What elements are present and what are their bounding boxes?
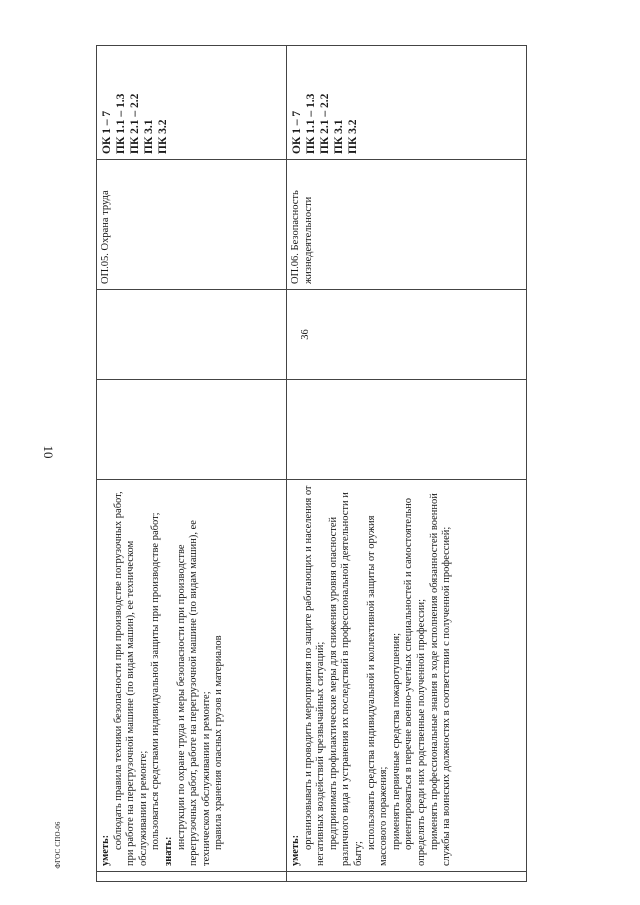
- requirement-item: инструкции по охране труда и меры безопасности при производстве перегрузочных работ, работе на перегрузочной машине (по видам машин), ее техническом обслуживании и ремонте;: [175, 520, 212, 866]
- umet-label: уметь:: [100, 834, 111, 866]
- index-cell: [287, 872, 527, 882]
- umet-label: уметь:: [290, 834, 301, 866]
- index-cell: [97, 872, 287, 882]
- competency-code: ПК 1.1 – 1.3: [115, 93, 127, 154]
- requirements-cell: [287, 480, 527, 872]
- rotated-table-sheet: [96, 46, 526, 882]
- competency-code: ОК 1 – 7: [291, 110, 303, 154]
- table-row: [287, 46, 527, 882]
- requirement-item: соблюдать правила техники безопасности при производстве погрузочных работ, при работе на перегрузочной машине (по видам машин), ее техническом обслуживании и ремонте;: [112, 491, 149, 866]
- requirement-item: ориентироваться в перечне военно-учетных специальностей и самостоятельно определять среди них родственные полученной профессии;: [403, 498, 427, 866]
- requirement-item: правила хранения опасных грузов и материалов: [213, 635, 225, 850]
- max-load-cell: [97, 380, 287, 480]
- competency-code: ПК 3.1: [143, 119, 155, 154]
- requirement-item: применять профессиональные знания в ходе исполнения обязанностей военной службы на воинских должностях в соответствии с полученной профессией;: [428, 493, 453, 866]
- document-footer-code: ФГОС СПО-06: [54, 821, 62, 869]
- competency-code: ПК 1.1 – 1.3: [305, 93, 317, 154]
- requirement-item: пользоваться средствами индивидуальной защиты при производстве работ;: [150, 512, 162, 850]
- requirement-item: использовать средства индивидуальной и коллективной защиты от оружия массового поражения;: [365, 515, 390, 866]
- competencies-cell: [287, 46, 527, 160]
- competency-code: ПК 2.1 – 2.2: [129, 93, 141, 154]
- max-load-cell: [287, 380, 527, 480]
- discipline-cell: ОП.05. Охрана труда: [97, 160, 287, 290]
- requirement-item: применять первичные средства пожаротушения;: [390, 632, 402, 850]
- requirement-item: организовывать и проводить мероприятия по защите работающих и населения от негативных воздействий чрезвычайных ситуаций;: [302, 485, 327, 866]
- requirement-item: предпринимать профилактические меры для снижения уровня опасностей различного вида и устранения их последствий в профессиональной деятельности и быту;: [327, 492, 364, 866]
- page-number: 10: [41, 445, 56, 459]
- competency-code: ПК 3.2: [157, 119, 169, 154]
- requirements-cell: [97, 480, 287, 872]
- competency-code: ОК 1 – 7: [101, 110, 113, 154]
- competency-code: ПК 3.2: [347, 119, 359, 154]
- competencies-cell: [97, 46, 287, 160]
- curriculum-table: [96, 45, 527, 882]
- competency-code: ПК 3.1: [333, 119, 345, 154]
- hours-cell: [97, 290, 287, 380]
- table-row: [97, 46, 287, 882]
- discipline-cell: ОП.06. Безопасность жизнедеятельности: [287, 160, 527, 290]
- znat-label: знать:: [162, 836, 174, 866]
- hours-value: 36: [300, 329, 311, 340]
- hours-cell: [287, 290, 527, 380]
- competency-code: ПК 2.1 – 2.2: [319, 93, 331, 154]
- hours-value: [100, 295, 110, 374]
